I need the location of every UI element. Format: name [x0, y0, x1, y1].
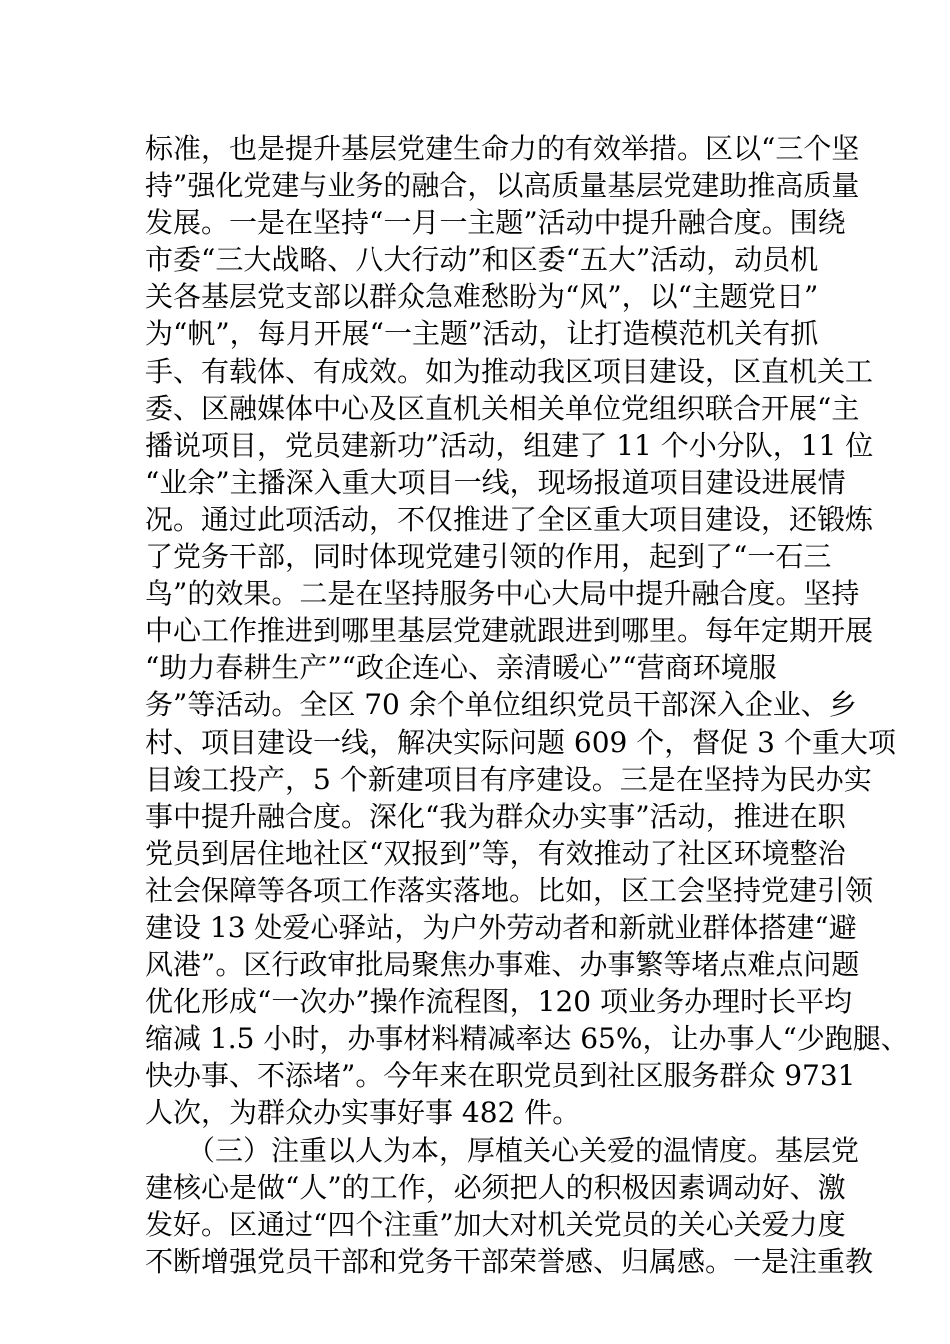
- text-line: 鸟”的效果。二是在坚持服务中心大局中提升融合度。坚持: [145, 577, 860, 611]
- text-line: “助力春耕生产”“政企连心、亲清暖心”“营商环境服: [145, 651, 777, 685]
- section-heading-line: （三）注重以人为本，厚植关心关爱的温情度。基层党: [145, 1133, 860, 1167]
- text-line: 村、项目建设一线，解决实际问题 609 个，督促 3 个重大项: [145, 725, 896, 759]
- text-line: 发好。区通过“四个注重”加大对机关党员的关心关爱力度: [145, 1207, 846, 1241]
- text-line: 关各基层党支部以群众急难愁盼为“风”，以“主题党日”: [145, 280, 819, 314]
- text-line: 持”强化党建与业务的融合，以高质量基层党建助推高质量: [145, 169, 860, 203]
- text-line: 社会保障等各项工作落实落地。比如，区工会坚持党建引领: [145, 873, 874, 907]
- body-text: [145, 130, 909, 1280]
- text-line: 了党务干部，同时体现党建引领的作用，起到了“一石三: [145, 540, 832, 574]
- text-line: 缩减 1.5 小时，办事材料精减率达 65%，让办事人“少跑腿、: [145, 1022, 909, 1056]
- text-line: 标准，也是提升基层党建生命力的有效举措。区以“三个坚: [145, 132, 860, 165]
- text-line: 优化形成“一次办”操作流程图，120 项业务办理时长平均: [145, 985, 852, 1019]
- text-line: 为“帆”，每月开展“一主题”活动，让打造模范机关有抓: [145, 317, 819, 351]
- text-line: 手、有载体、有成效。如为推动我区项目建设，区直机关工: [145, 354, 874, 388]
- text-line: 党员到居住地社区“双报到”等，有效推动了社区环境整治: [145, 836, 846, 870]
- text-line: 务”等活动。全区 70 余个单位组织党员干部深入企业、乡: [145, 688, 857, 722]
- text-line: 中心工作推进到哪里基层党建就跟进到哪里。每年定期开展: [145, 614, 874, 648]
- text-line: 风港”。区行政审批局聚焦办事难、办事繁等堵点难点问题: [145, 948, 860, 982]
- text-line: 建设 13 处爱心驿站，为户外劳动者和新就业群体搭建“避: [145, 910, 857, 944]
- text-line: “业余”主播深入重大项目一线，现场报道项目建设进展情: [145, 465, 846, 499]
- text-line: 目竣工投产，5 个新建项目有序建设。三是在坚持为民办实: [145, 762, 872, 796]
- text-line: 播说项目，党员建新功”活动，组建了 11 个小分队，11 位: [145, 428, 874, 462]
- text-line: 市委“三大战略、八大行动”和区委“五大”活动，动员机: [145, 243, 819, 277]
- text-line: 不断增强党员干部和党务干部荣誉感、归属感。一是注重教: [145, 1244, 874, 1278]
- text-line: 建核心是做“人”的工作，必须把人的积极因素调动好、激: [145, 1170, 846, 1204]
- text-line: 况。通过此项活动，不仅推进了全区重大项目建设，还锻炼: [145, 502, 874, 536]
- text-line: 快办事、不添堵”。今年来在职党员到社区服务群众 9731: [145, 1059, 856, 1093]
- text-line: 委、区融媒体中心及区直机关相关单位党组织联合开展“主: [145, 391, 860, 425]
- text-line: 事中提升融合度。深化“我为群众办实事”活动，推进在职: [145, 799, 846, 833]
- text-line: 人次，为群众办实事好事 482 件。: [145, 1096, 581, 1130]
- text-line: 发展。一是在坚持“一月一主题”活动中提升融合度。围绕: [145, 206, 846, 240]
